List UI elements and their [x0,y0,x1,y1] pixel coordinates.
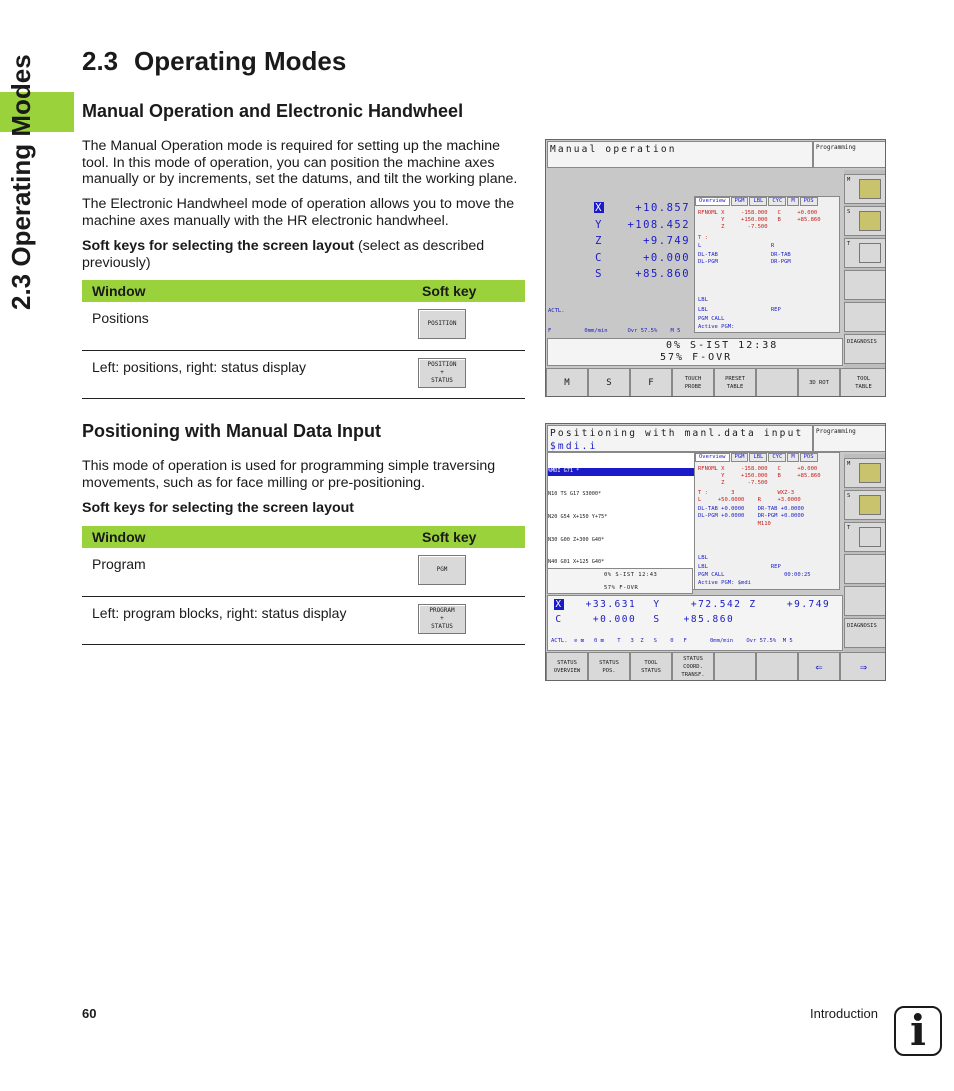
status-line: LBL [698,555,708,561]
axis-value: +10.857 [635,202,691,214]
feed-override: 57% F-OVR [660,352,733,363]
status-panel [694,452,840,590]
vkey-t[interactable]: T [844,238,886,268]
col-window: Window [82,280,412,302]
override-box [547,568,693,594]
table-row [82,350,525,398]
feed-override: 57% F-OVR [604,585,639,591]
axis-value: +85.860 [683,614,735,625]
spindle-override: 0% S-IST 12:38 [666,340,779,351]
tab-overview[interactable]: Overview [695,197,730,206]
arrow-left-icon[interactable]: ⇐ [798,652,840,681]
softkey-pgm[interactable]: PGM [418,555,466,585]
override-box [547,338,843,366]
status-line: PGM CALL [698,316,725,322]
softkey-empty[interactable] [756,368,798,397]
status-line: Y +150.000 B +85.860 [698,473,821,479]
softkey-intro-1 [82,238,526,271]
chapter-title: Operating Modes [134,46,347,76]
axis-row [554,599,636,610]
programming-label: Programming [813,425,886,452]
actl-line: ACTL. ⊙ ⊠ 0 ⊠ T 3 Z S 0 F 0mm/min Ovr 57.5% M 5 [551,638,793,644]
actl-label: ACTL. [548,308,565,314]
axis-value: +0.000 [592,614,637,625]
vkey-m[interactable]: M [844,174,886,204]
status-line: LBL REP [698,307,781,313]
axis-row [652,599,741,610]
axis-row [748,599,830,610]
axis-value: +85.860 [635,268,691,280]
vkey-empty-2[interactable] [844,586,886,616]
axis-letter: S [653,614,661,625]
tab-cyc[interactable]: CYC [768,197,786,206]
row-window: Left: program blocks, right: status display [92,604,347,621]
axis-letter: Z [595,235,603,247]
paragraph-manual-1: The Manual Operation mode is required for setting up the machine tool. In this mode of operation, you can position the machine axes manually or by increments, set the datums, and tilt the working plane. [82,138,518,187]
status-line: T : 3 WXZ-3 [698,490,795,496]
softkey-preset-table[interactable]: PRESET TABLE [714,368,756,397]
status-line: Active PGM: [698,324,735,330]
softkey-status-coord[interactable]: STATUS COORD. TRANSF. [672,652,714,681]
chapter-number: 2.3 [82,46,119,76]
axis-row [594,235,690,247]
axis-value: +108.452 [627,219,691,231]
horizontal-softkeys [546,652,886,681]
row-window: Positions [92,310,149,326]
vertical-softkeys [844,170,886,368]
program-head: %MDI G71 * [548,468,694,476]
vkey-empty-2[interactable] [844,302,886,332]
status-panel [694,196,840,333]
softkey-empty[interactable] [714,652,756,681]
status-tabs [695,197,819,207]
tool-t-icon [859,527,881,547]
tab-m[interactable]: M [787,453,798,462]
axis-value: +0.000 [643,252,691,264]
axis-row [554,614,636,625]
softkey-position[interactable]: POSITION [418,309,466,339]
vkey-t[interactable]: T [844,522,886,552]
footer-section-label: Introduction [810,1006,878,1021]
axis-value: +9.749 [786,599,831,610]
vkey-m[interactable]: M [844,458,886,488]
programming-label: Programming [813,141,886,168]
col-softkey: Soft key [412,280,525,302]
status-line: L +50.0000 R +3.0000 [698,497,801,503]
softkey-tool-status[interactable]: TOOL STATUS [630,652,672,681]
vkey-s[interactable]: S [844,490,886,520]
axis-letter: S [595,268,603,280]
tab-pos[interactable]: POS [800,453,818,462]
tool-m-icon [859,179,881,199]
feed-line: F 0mm/min Ovr 57.5% M 5 [548,328,681,334]
program-line: N10 TS G17 S3000* [548,490,602,497]
page-title [82,46,346,77]
status-line: LBL [698,297,708,303]
softkey-tool-table[interactable]: TOOL TABLE [840,368,886,397]
status-line: DL-PGM +0.0000 DR-PGM +0.0000 [698,513,804,519]
paragraph-mdi-1: This mode of operation is used for programming simple traversing movements, such as for face milling or pre-positioning. [82,458,496,491]
status-line: Z -7.500 [698,224,768,230]
softkey-touch-probe[interactable]: TOUCH PROBE [672,368,714,397]
status-line: Active PGM: $mdi [698,580,751,586]
vertical-softkeys [844,454,886,652]
axis-letter: C [555,614,563,625]
softkey-status-overview[interactable]: STATUS OVERVIEW [546,652,588,681]
softkey-position-status[interactable]: POSITION + STATUS [418,358,466,388]
status-line: Z -7.500 [698,480,768,486]
status-line: M110 [698,521,771,527]
softkey-s[interactable]: S [588,368,630,397]
softkey-intro-rest: (select as described previously) [82,238,485,271]
status-line: LBL REP [698,564,781,570]
paragraph-manual-2: The Electronic Handwheel mode of operation allows you to move the machine axes manually with the HR electronic handwheel. [82,196,515,229]
softkey-empty[interactable] [756,652,798,681]
tool-s-icon [859,211,881,231]
horizontal-softkeys [546,368,886,397]
tool-m-icon [859,463,881,483]
axis-value: +72.542 [690,599,742,610]
arrow-right-icon[interactable]: ⇒ [840,652,886,681]
section-heading-mdi: Positioning with Manual Data Input [82,421,381,441]
program-line: N30 G00 Z+300 G40* [548,536,605,543]
axis-letter: Z [749,599,757,610]
program-line: N40 G01 X+125 G40* [548,559,605,566]
axis-letter: Y [595,219,603,231]
tab-cyc[interactable]: CYC [768,453,786,462]
tab-pos[interactable]: POS [800,197,818,206]
program-line: N20 G54 X+150 Y+75* [548,513,608,520]
tab-pgm[interactable]: PGM [731,453,749,462]
tab-lbl[interactable]: LBL [749,197,767,206]
screen-title: Manual operation [547,141,813,168]
row-window: Left: positions, right: status display [92,358,306,375]
softkey-3d-rot[interactable]: 3D ROT [798,368,840,397]
tool-s-icon [859,495,881,515]
col-softkey: Soft key [412,526,525,548]
axis-value: +33.631 [585,599,637,610]
page-number: 60 [82,1006,97,1021]
status-line: DL-TAB +0.0000 DR-TAB +0.0000 [698,506,804,512]
status-line: RFNOML X -158.000 C +0.000 [698,466,818,472]
status-line: L R [698,243,775,249]
status-tabs [695,453,819,463]
softkey-f[interactable]: F [630,368,672,397]
softkey-table-2 [82,526,525,645]
side-tab-label: 2.3 Operating Modes [6,54,36,310]
axis-row [594,219,690,231]
status-line: T : [698,235,808,241]
info-icon: i [894,1006,942,1056]
position-box [547,595,843,651]
softkey-status-pos[interactable]: STATUS POS. [588,652,630,681]
tool-t-icon [859,243,881,263]
axis-row [594,252,690,264]
vkey-diagnosis[interactable]: DIAGNOSIS [844,618,886,648]
axis-letter: Y [653,599,661,610]
table-row [82,596,525,644]
softkey-intro-bold: Soft keys for selecting the screen layout [82,238,355,254]
screen-subtitle: $mdi.i [550,441,598,452]
status-line: RFNOML X -158.000 C +0.000 [698,210,818,216]
spindle-override: 0% S-IST 12:43 [604,572,658,578]
axis-letter: X [595,202,603,214]
screen-title [547,425,813,452]
softkey-program-status[interactable]: PROGRAM + STATUS [418,604,466,634]
screen-title-text: Positioning with manl.data input [550,428,804,439]
status-line: DL-PGM DR-PGM [698,259,791,265]
vkey-s[interactable]: S [844,206,886,236]
row-window: Program [92,556,146,572]
tab-pgm[interactable]: PGM [731,197,749,206]
status-line: Y +150.000 B +85.860 [698,217,821,223]
softkey-table-1 [82,280,525,399]
tab-m[interactable]: M [787,197,798,206]
vkey-empty-1[interactable] [844,270,886,300]
softkey-m[interactable]: M [546,368,588,397]
axis-value: +9.749 [643,235,691,247]
tab-lbl[interactable]: LBL [749,453,767,462]
table-row [82,548,525,596]
softkey-intro-2 [82,500,526,517]
col-window: Window [82,526,412,548]
tab-overview[interactable]: Overview [695,453,730,462]
screenshot-manual-operation [545,139,886,397]
side-tab-label-wrap [6,54,46,330]
screenshot-mdi [545,423,886,681]
table-row [82,302,525,350]
vkey-empty-1[interactable] [844,554,886,584]
section-heading-manual: Manual Operation and Electronic Handwheel [82,101,464,121]
axis-row [652,614,734,625]
vkey-diagnosis[interactable]: DIAGNOSIS [844,334,886,364]
axis-row [594,268,690,280]
axis-letter: X [555,599,563,610]
status-line: DL-TAB DR-TAB [698,252,791,258]
softkey-intro-bold: Soft keys for selecting the screen layout [82,500,355,516]
status-line: PGM CALL 00:00:25 [698,572,811,578]
axis-row [594,202,690,214]
axis-letter: C [595,252,603,264]
